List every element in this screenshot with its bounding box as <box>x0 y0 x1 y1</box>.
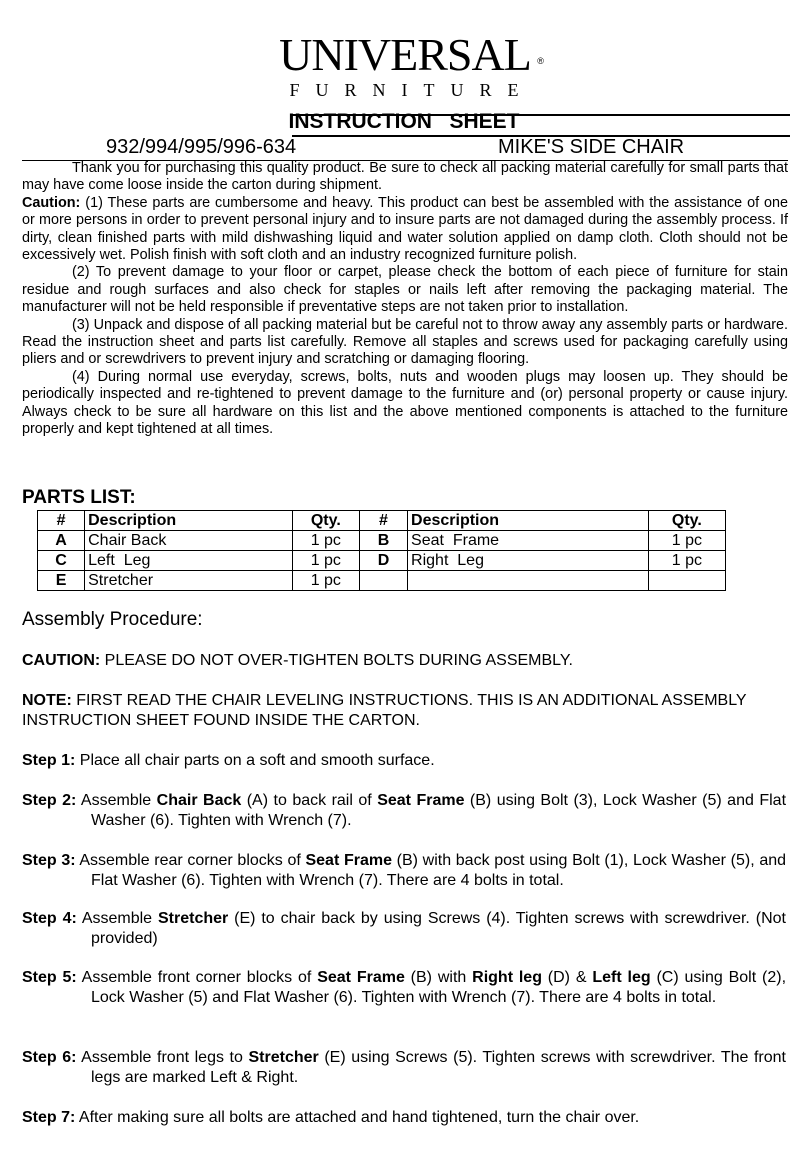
step-1 <box>22 751 786 771</box>
logo-subtitle: FURNITURE <box>289 80 535 100</box>
table-header-row <box>38 511 726 531</box>
step-text: (E) to chair back by using Screws (4). Tighten screws with screwdriver. (Not provided) <box>91 910 786 947</box>
header-cell: # <box>38 511 85 531</box>
part-qty: 1 pc <box>648 551 725 571</box>
step-text: Assemble <box>76 792 157 809</box>
table-row <box>38 571 726 591</box>
caution-label: Caution: <box>22 194 81 211</box>
part-letter: B <box>359 531 407 551</box>
step-text: Assemble front legs to <box>76 1049 249 1066</box>
assembly-caution <box>22 651 786 671</box>
part-letter: D <box>359 551 407 571</box>
note-label: NOTE: <box>22 692 72 709</box>
step-part-name: Right leg <box>472 969 542 986</box>
step-part-name: Stretcher <box>248 1049 319 1066</box>
part-description: Stretcher <box>85 571 293 591</box>
assembly-procedure-title: Assembly Procedure: <box>22 609 203 630</box>
part-qty <box>648 571 725 591</box>
table-row <box>38 531 726 551</box>
registered-mark: ® <box>537 56 543 66</box>
caution-paragraph <box>22 195 788 265</box>
part-letter: C <box>38 551 85 571</box>
header-cell: Description <box>85 511 293 531</box>
assembly-caution-label: CAUTION: <box>22 652 101 669</box>
part-qty: 1 pc <box>648 531 725 551</box>
part-qty: 1 pc <box>292 531 359 551</box>
step-2 <box>22 791 786 831</box>
step-part-name: Seat Frame <box>305 852 392 869</box>
logo-wordmark <box>279 29 543 80</box>
assembly-note <box>22 691 786 731</box>
model-number: 932/994/995/996-634 <box>106 136 297 158</box>
maintenance-paragraph: (4) During normal use everyday, screws, bolts, nuts and wooden plugs may loosen up. They should be periodically inspected and re-tightened to prevent damage to the furniture and (or) personal property or cause injury. Always check to be sure all hardware on this list and the above mentioned components is attached to the furniture properly and kept tightened at all times. <box>22 368 788 438</box>
step-text: (E) using Screws (5). Tighten screws with screwdriver. The front legs are marked Left & Right. <box>91 1049 786 1086</box>
step-7 <box>22 1108 786 1128</box>
universal-furniture-logo <box>270 29 543 100</box>
part-description: Seat Frame <box>408 531 649 551</box>
header-cell: Qty. <box>292 511 359 531</box>
step-text: After making sure all bolts are attached and hand tightened, turn the chair over. <box>75 1109 640 1126</box>
logo-main-text: UNIVERSAL <box>279 29 531 80</box>
part-description: Chair Back <box>85 531 293 551</box>
caution-text: (1) These parts are cumbersome and heavy. This product can best be assembled with the assistance of one or more persons in order to prevent personal injury and to insure parts are not damaged during the assembly process. If dirty, clean finished parts with mild dishwashing liquid and water solution applied on damp cloth. Cloth should not be excessively wet. Polish finish with soft cloth and an industry recognized furniture polish. <box>22 194 788 264</box>
step-text: Place all chair parts on a soft and smooth surface. <box>75 752 435 769</box>
intro-section <box>22 160 788 439</box>
step-text: Assemble <box>76 910 158 927</box>
part-qty: 1 pc <box>292 571 359 591</box>
step-part-name: Stretcher <box>157 910 229 927</box>
step-text: Assemble front corner blocks of <box>76 969 318 986</box>
unpack-paragraph: (3) Unpack and dispose of all packing material but be careful not to throw away any assembly parts or hardware. Read the instruction sheet and parts list carefully. Remove all staples and screws used for packaging carefully using pliers and or screwdrivers to prevent injury and scratching or damaging flooring. <box>22 316 788 368</box>
parts-table <box>37 510 726 591</box>
step-6 <box>22 1048 786 1088</box>
table-row <box>38 551 726 571</box>
parts-list-title: PARTS LIST: <box>22 487 136 508</box>
step-text: Assemble rear corner blocks of <box>75 852 306 869</box>
step-text: (B) with <box>404 969 473 986</box>
step-part-name: Seat Frame <box>317 969 405 986</box>
part-description: Left Leg <box>85 551 293 571</box>
header-cell: Description <box>408 511 649 531</box>
step-text: (C) using Bolt (2), Lock Washer (5) and Flat Washer (6). Tighten with Wrench (7). There are 4 bolts in total. <box>91 969 787 1006</box>
step-5 <box>22 968 786 1008</box>
page-title: INSTRUCTION SHEET <box>288 110 520 133</box>
header-cell: # <box>359 511 407 531</box>
step-part-name: Left leg <box>592 969 651 986</box>
product-header <box>22 136 788 161</box>
floor-paragraph: (2) To prevent damage to your floor or carpet, please check the bottom of each piece of furniture for stain residue and rough surfaces and also check for staples or nails left after removing the packaging material. The manufacturer will not be held responsible if preventative steps are not taken prior to installation. <box>22 264 788 316</box>
part-description <box>408 571 649 591</box>
step-label: Step 3: <box>22 852 76 869</box>
step-4 <box>22 909 786 949</box>
step-label: Step 6: <box>22 1049 77 1066</box>
step-3 <box>22 851 786 891</box>
step-text: (D) & <box>541 969 593 986</box>
assembly-caution-text: PLEASE DO NOT OVER-TIGHTEN BOLTS DURING ASSEMBLY. <box>100 652 573 669</box>
part-letter <box>359 571 407 591</box>
part-qty: 1 pc <box>292 551 359 571</box>
step-label: Step 1: <box>22 752 76 769</box>
step-text: (B) using Bolt (3), Lock Washer (5) and Flat Washer (6). Tighten with Wrench (7). <box>91 792 787 829</box>
step-part-name: Chair Back <box>156 792 242 809</box>
step-label: Step 5: <box>22 969 77 986</box>
step-label: Step 7: <box>22 1109 76 1126</box>
note-text: FIRST READ THE CHAIR LEVELING INSTRUCTIONS. THIS IS AN ADDITIONAL ASSEMBLY INSTRUCTION SHEET FOUND INSIDE THE CARTON. <box>22 692 747 729</box>
part-letter: A <box>38 531 85 551</box>
product-name: MIKE'S SIDE CHAIR <box>498 136 685 158</box>
step-text: (A) to back rail of <box>241 792 378 809</box>
step-label: Step 4: <box>22 910 77 927</box>
step-label: Step 2: <box>22 792 77 809</box>
part-description: Right Leg <box>408 551 649 571</box>
part-letter: E <box>38 571 85 591</box>
step-text: (B) with back post using Bolt (1), Lock Washer (5), and Flat Washer (6). Tighten with Wrench (7). There are 4 bolts in total. <box>91 852 787 889</box>
step-part-name: Seat Frame <box>377 792 465 809</box>
header-cell: Qty. <box>648 511 725 531</box>
intro-paragraph: Thank you for purchasing this quality product. Be sure to check all packing material carefully for small parts that may have come loose inside the carton during shipment. <box>22 160 788 194</box>
